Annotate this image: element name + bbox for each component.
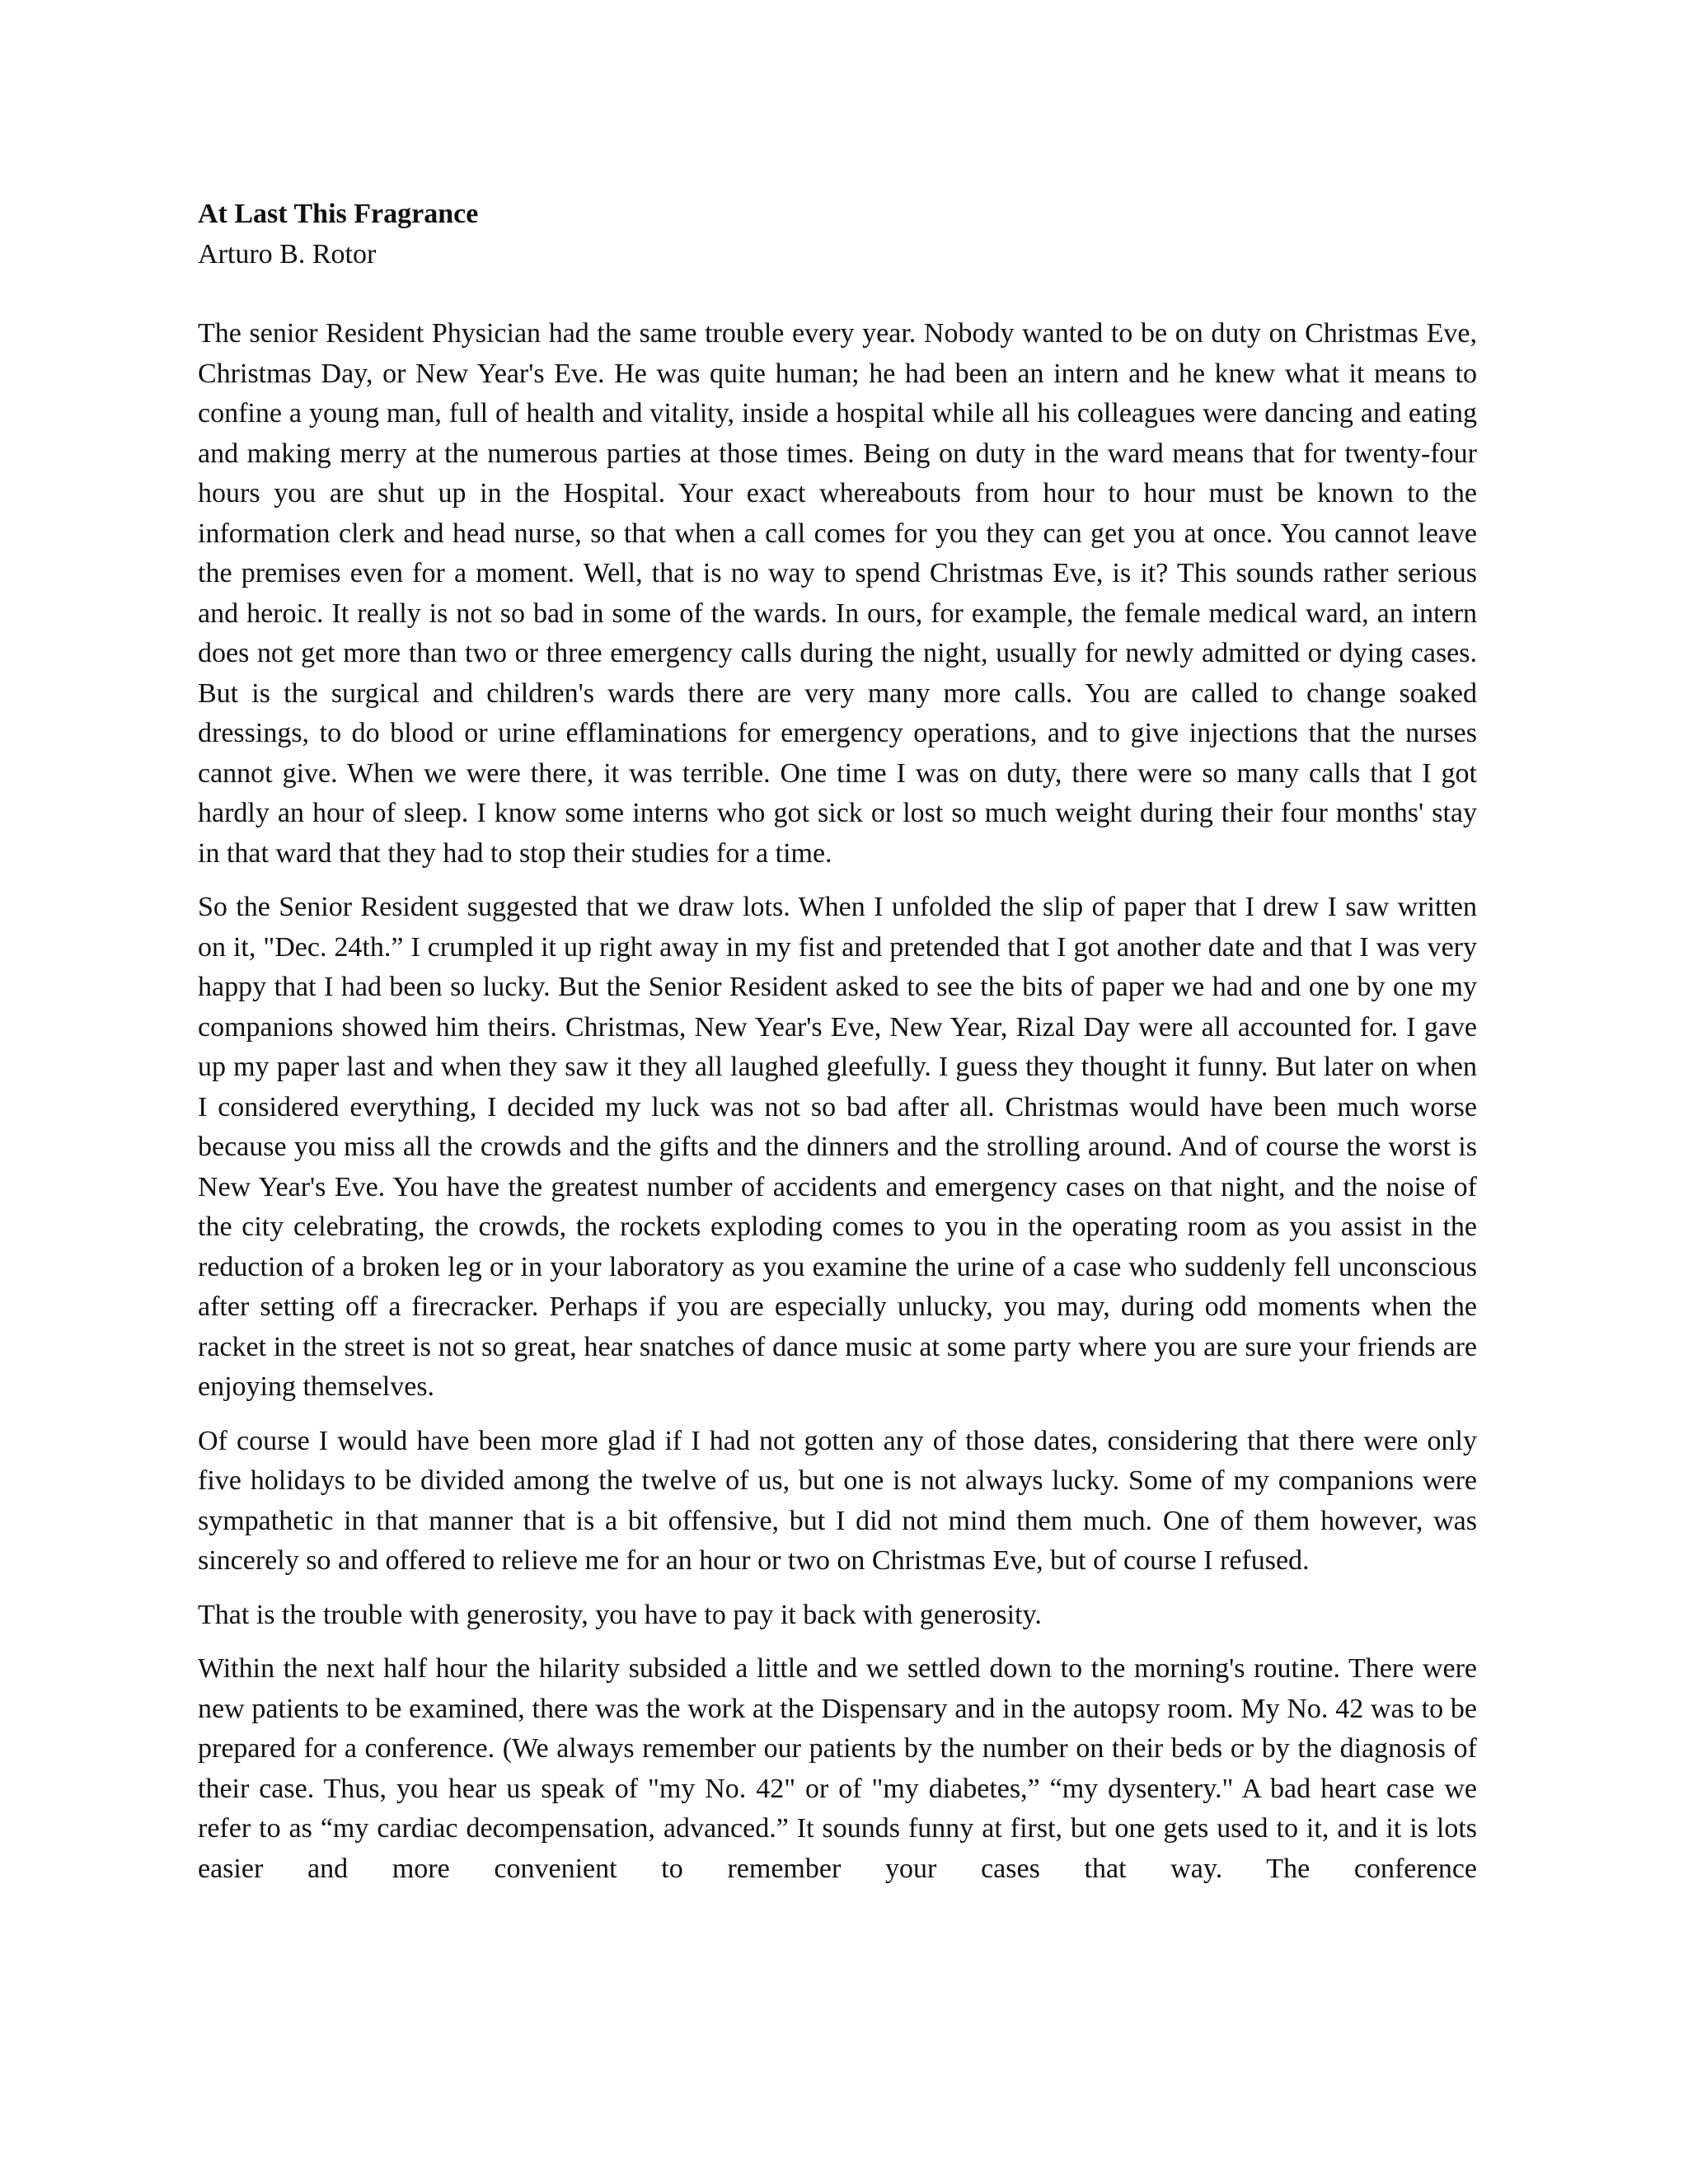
paragraph-5: Within the next half hour the hilarity subsided a little and we settled down to the morning's routine. There were new patients to be examined, there was the work at the Dispensary and in the autopsy room. My No. 42 was to be prepared for a conference. (We always remember our patients by the number on their beds or by the diagnosis of their case. Thus, you hear us speak of "my No. 42" or of "my diabetes,” “my dysentery." A bad heart case we refer to as “my cardiac decompensation, advanced.” It sounds funny at first, but one gets used to it, and it is lots easier and more convenient to remember your cases that way. The conference [198,1653,1477,1884]
paragraph-4: That is the trouble with generosity, you have to pay it back with generosity. [198,1599,1042,1630]
paragraph-3: Of course I would have been more glad if I had not gotten any of those dates, considering that there were only five holidays to be divided among the twelve of us, but one is not always lucky. Some of my companions were sympathetic in that manner that is a bit offensive, but I did not mind them much. One of them however, was sincerely so and offered to relieve me for an hour or two on Christmas Eve, but of course I refused. [198,1425,1477,1576]
document-body [198,194,1477,1903]
paragraph-2: So the Senior Resident suggested that we draw lots. When I unfolded the slip of paper that I drew I saw written on it, "Dec. 24th.” I crumpled it up right away in my fist and pretended that I got another date and that I was very happy that I had been so lucky. But the Senior Resident asked to see the bits of paper we had and one by one my companions showed him theirs. Christmas, New Year's Eve, New Year, Rizal Day were all accounted for. I gave up my paper last and when they saw it they all laughed gleefully. I guess they thought it funny. But later on when I considered everything, I decided my luck was not so bad after all. Christmas would have been much worse because you miss all the crowds and the gifts and the dinners and the strolling around. And of course the worst is New Year's Eve. You have the greatest number of accidents and emergency cases on that night, and the noise of the city celebrating, the crowds, the rockets exploding comes to you in the operating room as you assist in the reduction of a broken leg or in your laboratory as you examine the urine of a case who suddenly fell unconscious after setting off a firecracker. Perhaps if you are especially unlucky, you may, during odd moments when the racket in the street is not so great, hear snatches of dance music at some party where you are sure your friends are enjoying themselves. [198,892,1477,1402]
paragraph-1: The senior Resident Physician had the same trouble every year. Nobody wanted to be on duty on Christmas Eve, Christmas Day, or New Year's Eve. He was quite human; he had been an intern and he knew what it means to confine a young man, full of health and vitality, inside a hospital while all his colleagues were dancing and eating and making merry at the numerous parties at those times. Being on duty in the ward means that for twenty-four hours you are shut up in the Hospital. Your exact whereabouts from hour to hour must be known to the information clerk and head nurse, so that when a call comes for you they can get you at once. You cannot leave the premises even for a moment. Well, that is no way to spend Christmas Eve, is it? This sounds rather serious and heroic. It really is not so bad in some of the wards. In ours, for example, the female medical ward, an intern does not get more than two or three emergency calls during the night, usually for newly admitted or dying cases. But is the surgical and children's wards there are very many more calls. You are called to change soaked dressings, to do blood or urine efflaminations for emergency operations, and to give injections that the nurses cannot give. When we were there, it was terrible. One time I was on duty, there were so many calls that I got hardly an hour of sleep. I know some interns who got sick or lost so much weight during their four months' stay in that ward that they had to stop their studies for a time. [198,318,1477,869]
story-title: At Last This Fragrance [198,199,479,229]
story-author: Arturo B. Rotor [198,238,377,269]
